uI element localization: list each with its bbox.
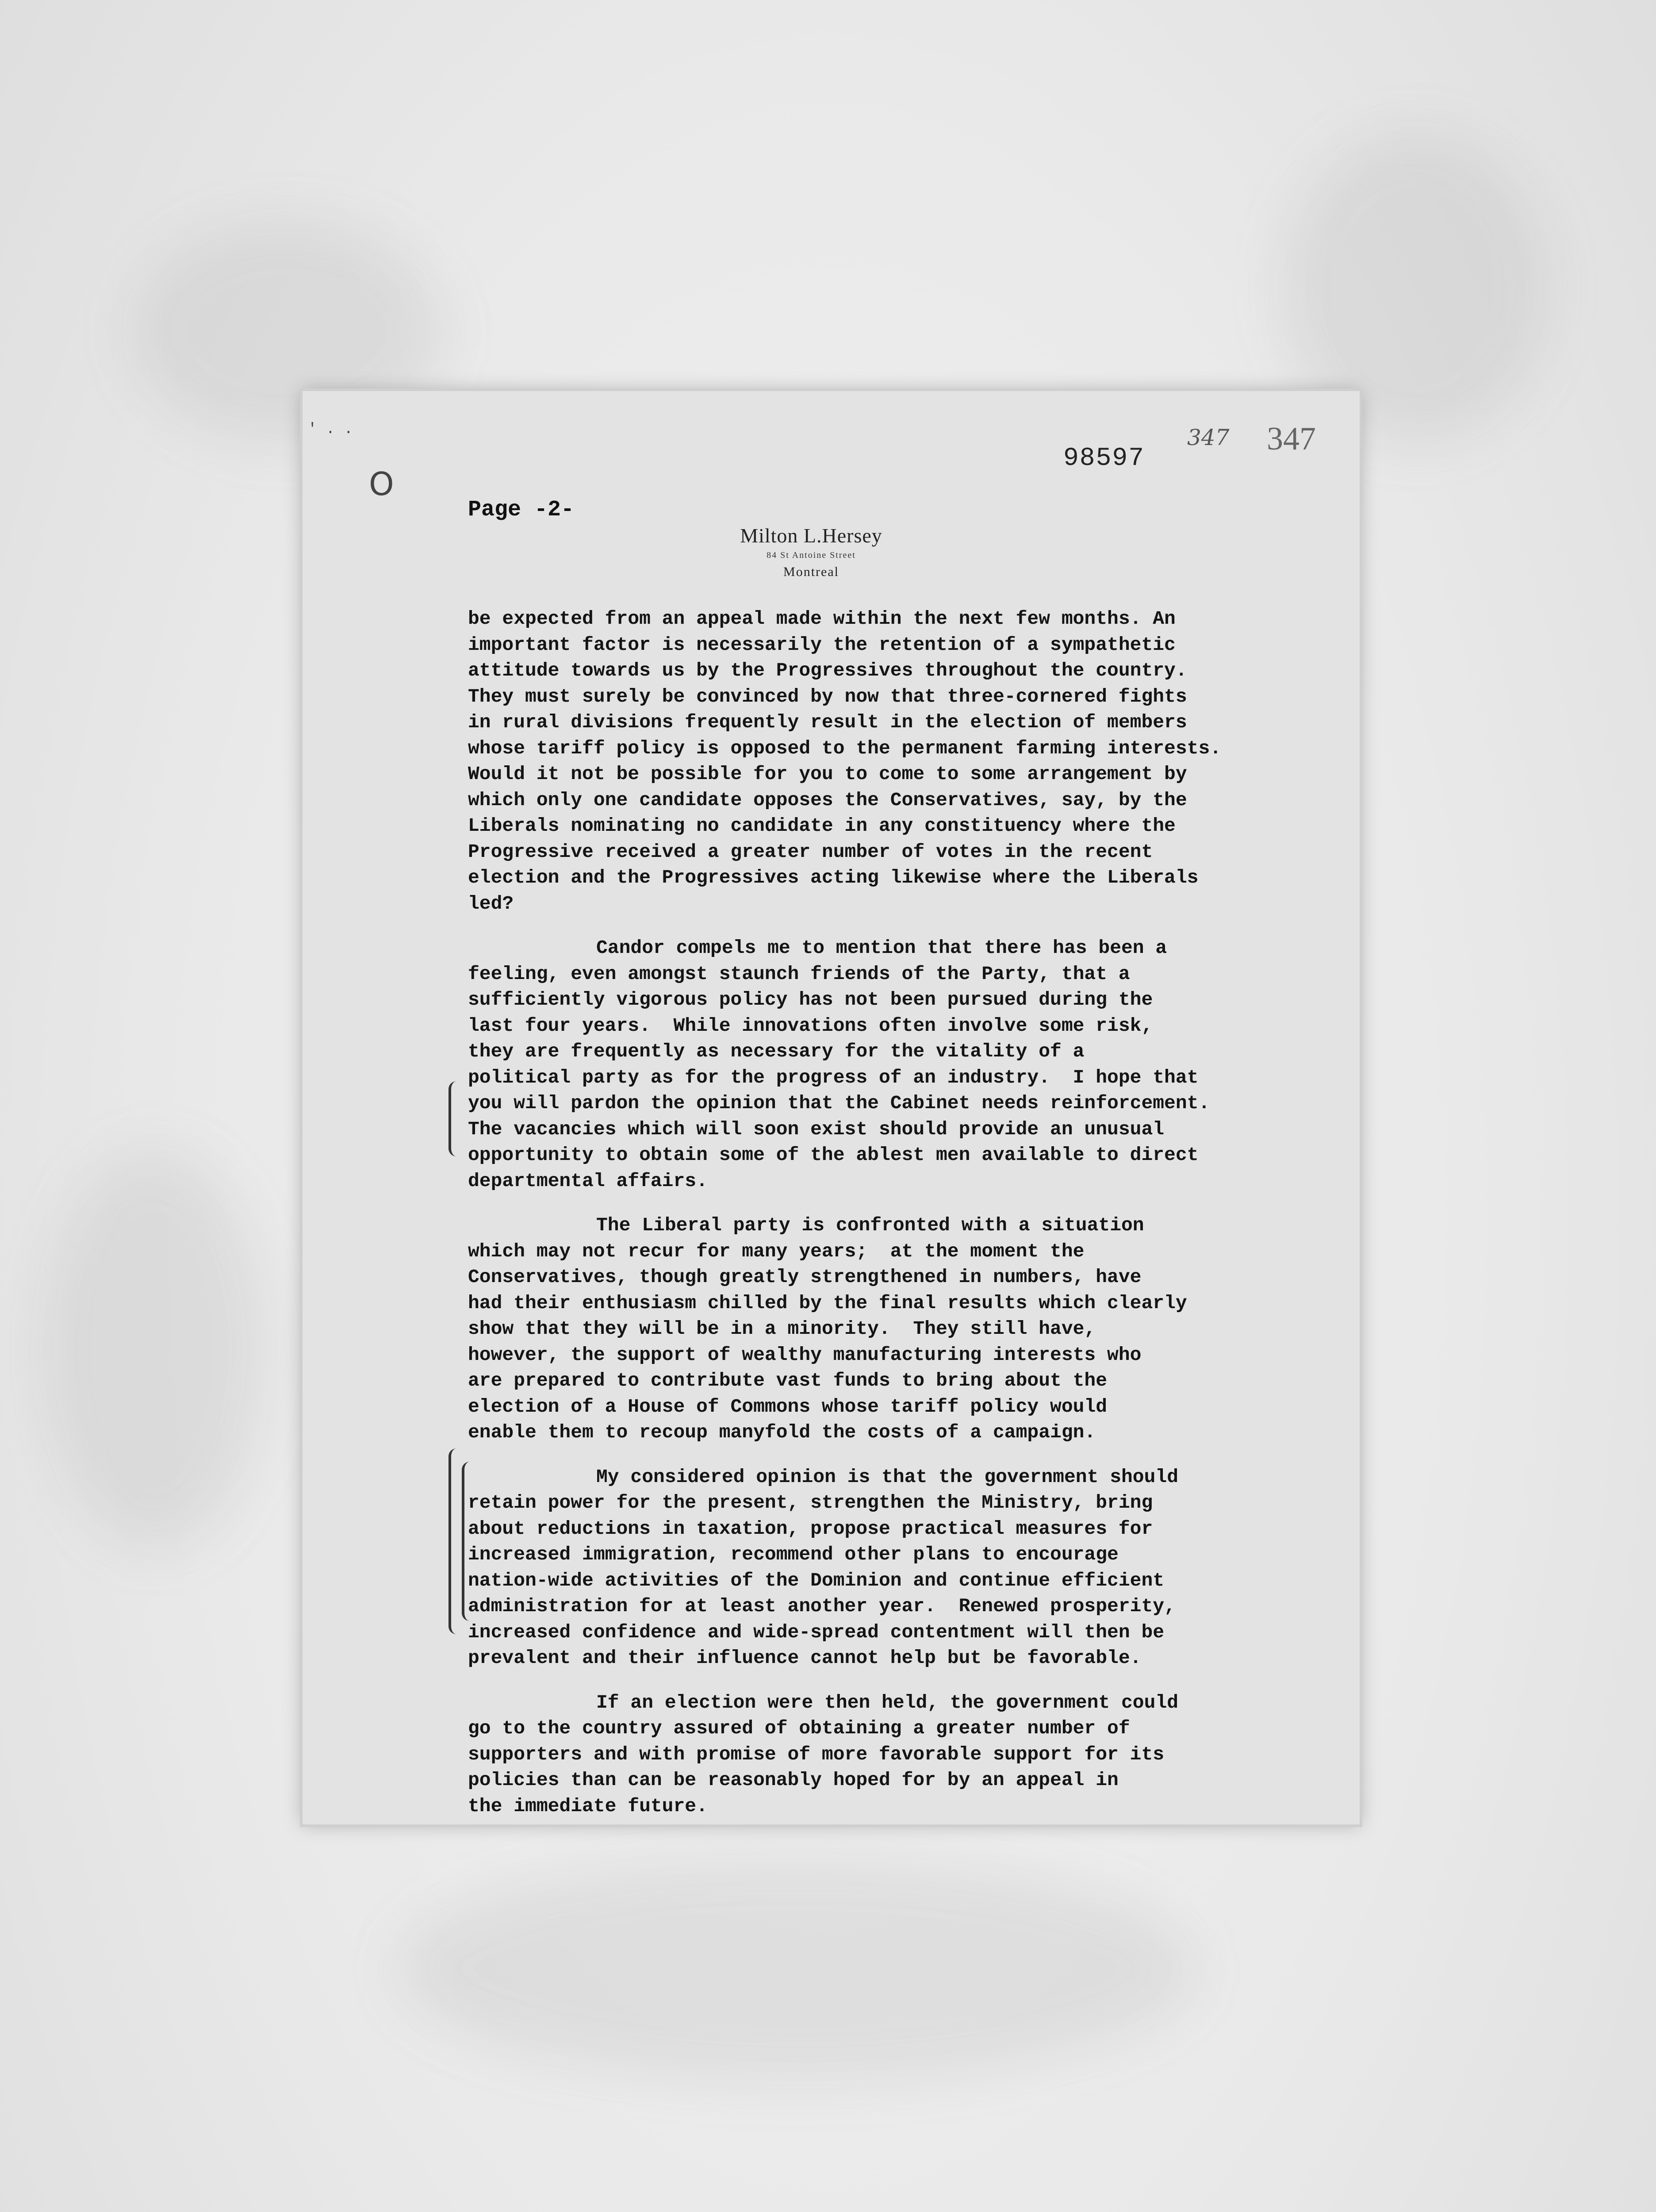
letter-body (468, 606, 1344, 1819)
body-line: Conservatives, though greatly strengthened in numbers, have (468, 1266, 1142, 1288)
body-line: the immediate future. (468, 1795, 708, 1817)
document-number: 98597 (1063, 444, 1145, 473)
body-line: in rural divisions frequently result in the election of members (468, 711, 1187, 733)
letter-page (303, 391, 1360, 1824)
body-line: whose tariff policy is opposed to the permanent farming interests. (468, 737, 1222, 759)
margin-bracket-3 (462, 1462, 478, 1621)
body-line: administration for at least another year. Renewed prosperity, (468, 1595, 1176, 1617)
punch-hole-mark: O (369, 465, 394, 503)
body-line: nation-wide activities of the Dominion and continue efficient (468, 1569, 1165, 1591)
folio-handwritten: 347 (1187, 425, 1230, 450)
body-line: be expected from an appeal made within the next few months. An (468, 608, 1176, 630)
body-line: had their enthusiasm chilled by the final results which clearly (468, 1292, 1187, 1314)
body-line: sufficiently vigorous policy has not been pursued during the (468, 989, 1153, 1010)
body-line: attitude towards us by the Progressives throughout the country. (468, 660, 1187, 681)
body-line: last four years. While innovations often involve some risk, (468, 1014, 1153, 1037)
body-line: you will pardon the opinion that the Cabinet needs reinforcement. (468, 1092, 1210, 1114)
body-line: The vacancies which will soon exist should provide an unusual (468, 1118, 1165, 1140)
margin-bracket-1 (448, 1081, 464, 1156)
body-line: The Liberal party is confronted with a situation (596, 1214, 1144, 1236)
letterhead-name: Milton L.Hersey (740, 524, 882, 547)
body-line: Liberals nominating no candidate in any constituency where the (468, 815, 1176, 837)
body-line: retain power for the present, strengthen the Ministry, bring (468, 1492, 1153, 1513)
body-line: opportunity to obtain some of the ablest men available to direct (468, 1144, 1199, 1166)
body-line: feeling, even amongst staunch friends of the Party, that a (468, 963, 1130, 985)
body-line: They must surely be convinced by now that three-cornered fights (468, 685, 1187, 707)
body-line: If an election were then held, the government could (596, 1691, 1179, 1713)
paragraph-gap (468, 1194, 1344, 1213)
folio-stamp: 347 (1267, 421, 1316, 457)
body-line: which only one candidate opposes the Conservatives, say, by the (468, 789, 1187, 811)
paragraph-gap (468, 1671, 1344, 1690)
body-line: show that they will be in a minority. They still have, (468, 1318, 1096, 1340)
body-line: prevalent and their influence cannot help but be favorable. (468, 1647, 1142, 1669)
body-line: Progressive received a greater number of votes in the recent (468, 841, 1153, 863)
body-line: supporters and with promise of more favorable support for its (468, 1743, 1165, 1765)
body-line: increased immigration, recommend other plans to encourage (468, 1544, 1119, 1565)
body-line: increased confidence and wide-spread contentment will then be (468, 1621, 1165, 1643)
body-line: which may not recur for many years; at the moment the (468, 1240, 1085, 1262)
body-line: enable them to recoup manyfold the costs of a campaign. (468, 1421, 1096, 1443)
body-line: political party as for the progress of an industry. I hope that (468, 1066, 1199, 1088)
letterhead-city: Montreal (783, 565, 839, 579)
body-line: departmental affairs. (468, 1170, 708, 1192)
body-line: they are frequently as necessary for the vitality of a (468, 1041, 1085, 1062)
paragraph-gap (468, 1446, 1344, 1464)
letterhead-street: 84 St Antoine Street (767, 550, 856, 560)
body-line: are prepared to contribute vast funds to bring about the (468, 1370, 1108, 1391)
body-line: led? (468, 892, 514, 914)
body-line: policies than can be reasonably hoped for by an appeal in (468, 1769, 1119, 1791)
body-line: go to the country assured of obtaining a greater number of (468, 1717, 1130, 1739)
body-line: important factor is necessarily the retention of a sympathetic (468, 634, 1176, 656)
body-line: election of a House of Commons whose tariff policy would (468, 1395, 1108, 1417)
body-line: election and the Progressives acting likewise where the Liberals (468, 867, 1199, 888)
body-line: Candor compels me to mention that there has been a (596, 937, 1167, 959)
paragraph-gap (468, 917, 1344, 935)
top-marks: ' . . (308, 421, 353, 438)
page-label: Page -2- (468, 497, 575, 522)
body-line: Would it not be possible for you to come to some arrangement by (468, 763, 1187, 785)
body-line: about reductions in taxation, propose practical measures for (468, 1517, 1153, 1540)
body-line: however, the support of wealthy manufacturing interests who (468, 1344, 1142, 1366)
body-line: My considered opinion is that the government should (596, 1466, 1179, 1488)
